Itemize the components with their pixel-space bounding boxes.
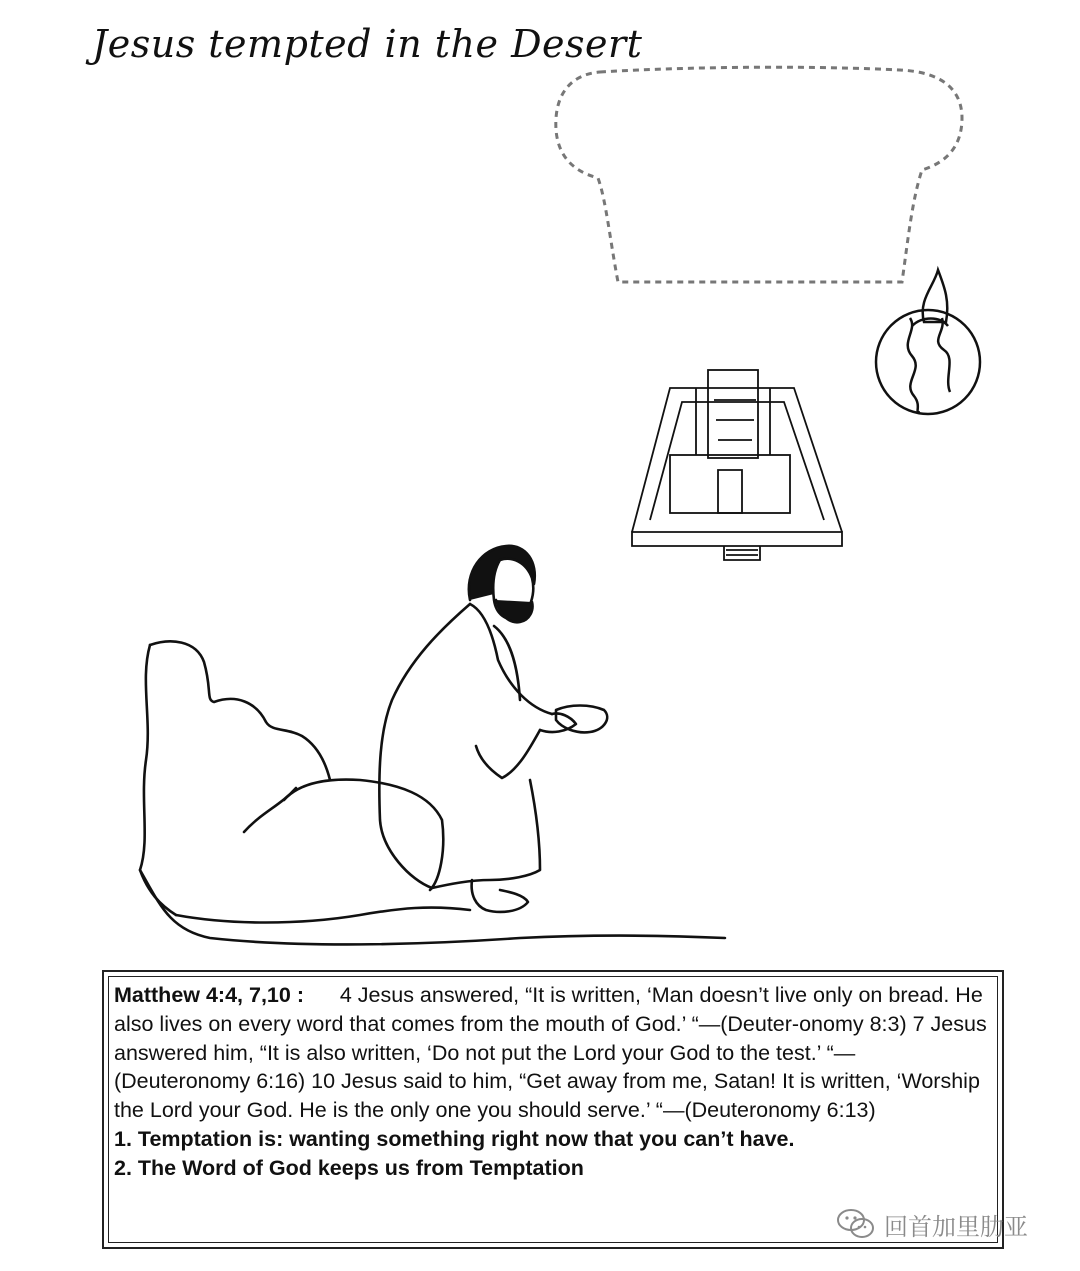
lesson-point-1: 1. Temptation is: wanting something right now that you can’t have. [114,1126,795,1151]
rock-outcrop [140,641,725,944]
seated-jesus-figure [379,546,607,912]
wechat-icon [836,1206,876,1242]
bread-loaf-dashed-outline [556,67,962,282]
scripture-paragraph [114,981,991,1125]
temple-drawing [632,370,842,560]
scripture-verse-text: 4 Jesus answered, “It is written, ‘Man doesn’t live only on bread. He also lives on every word that comes from the mouth of God.’ “—(Deuter-onomy 8:3) 7 Jesus answered him, “It is also written, ‘Do not put the Lord your God to the test.’ “—(Deuteronomy 6:16) 10 Jesus said to him, “Get away from me, Satan! It is written, ‘Worship the Lord your God. He is the only one you should serve.’ “—(Deuteronomy 6:13) [114,983,987,1123]
lesson-point-2: 2. The Word of God keeps us from Temptation [114,1155,584,1180]
scripture-spacer [310,983,334,1007]
globe-with-flame-icon [876,270,980,414]
watermark-text: 回首加里肋亚 [884,1212,1028,1241]
watermark [836,1206,1028,1242]
scripture-reference: Matthew 4:4, 7,10 : [114,983,304,1007]
page-title: Jesus tempted in the Desert [92,22,643,66]
scripture-box-inner [108,976,998,1243]
